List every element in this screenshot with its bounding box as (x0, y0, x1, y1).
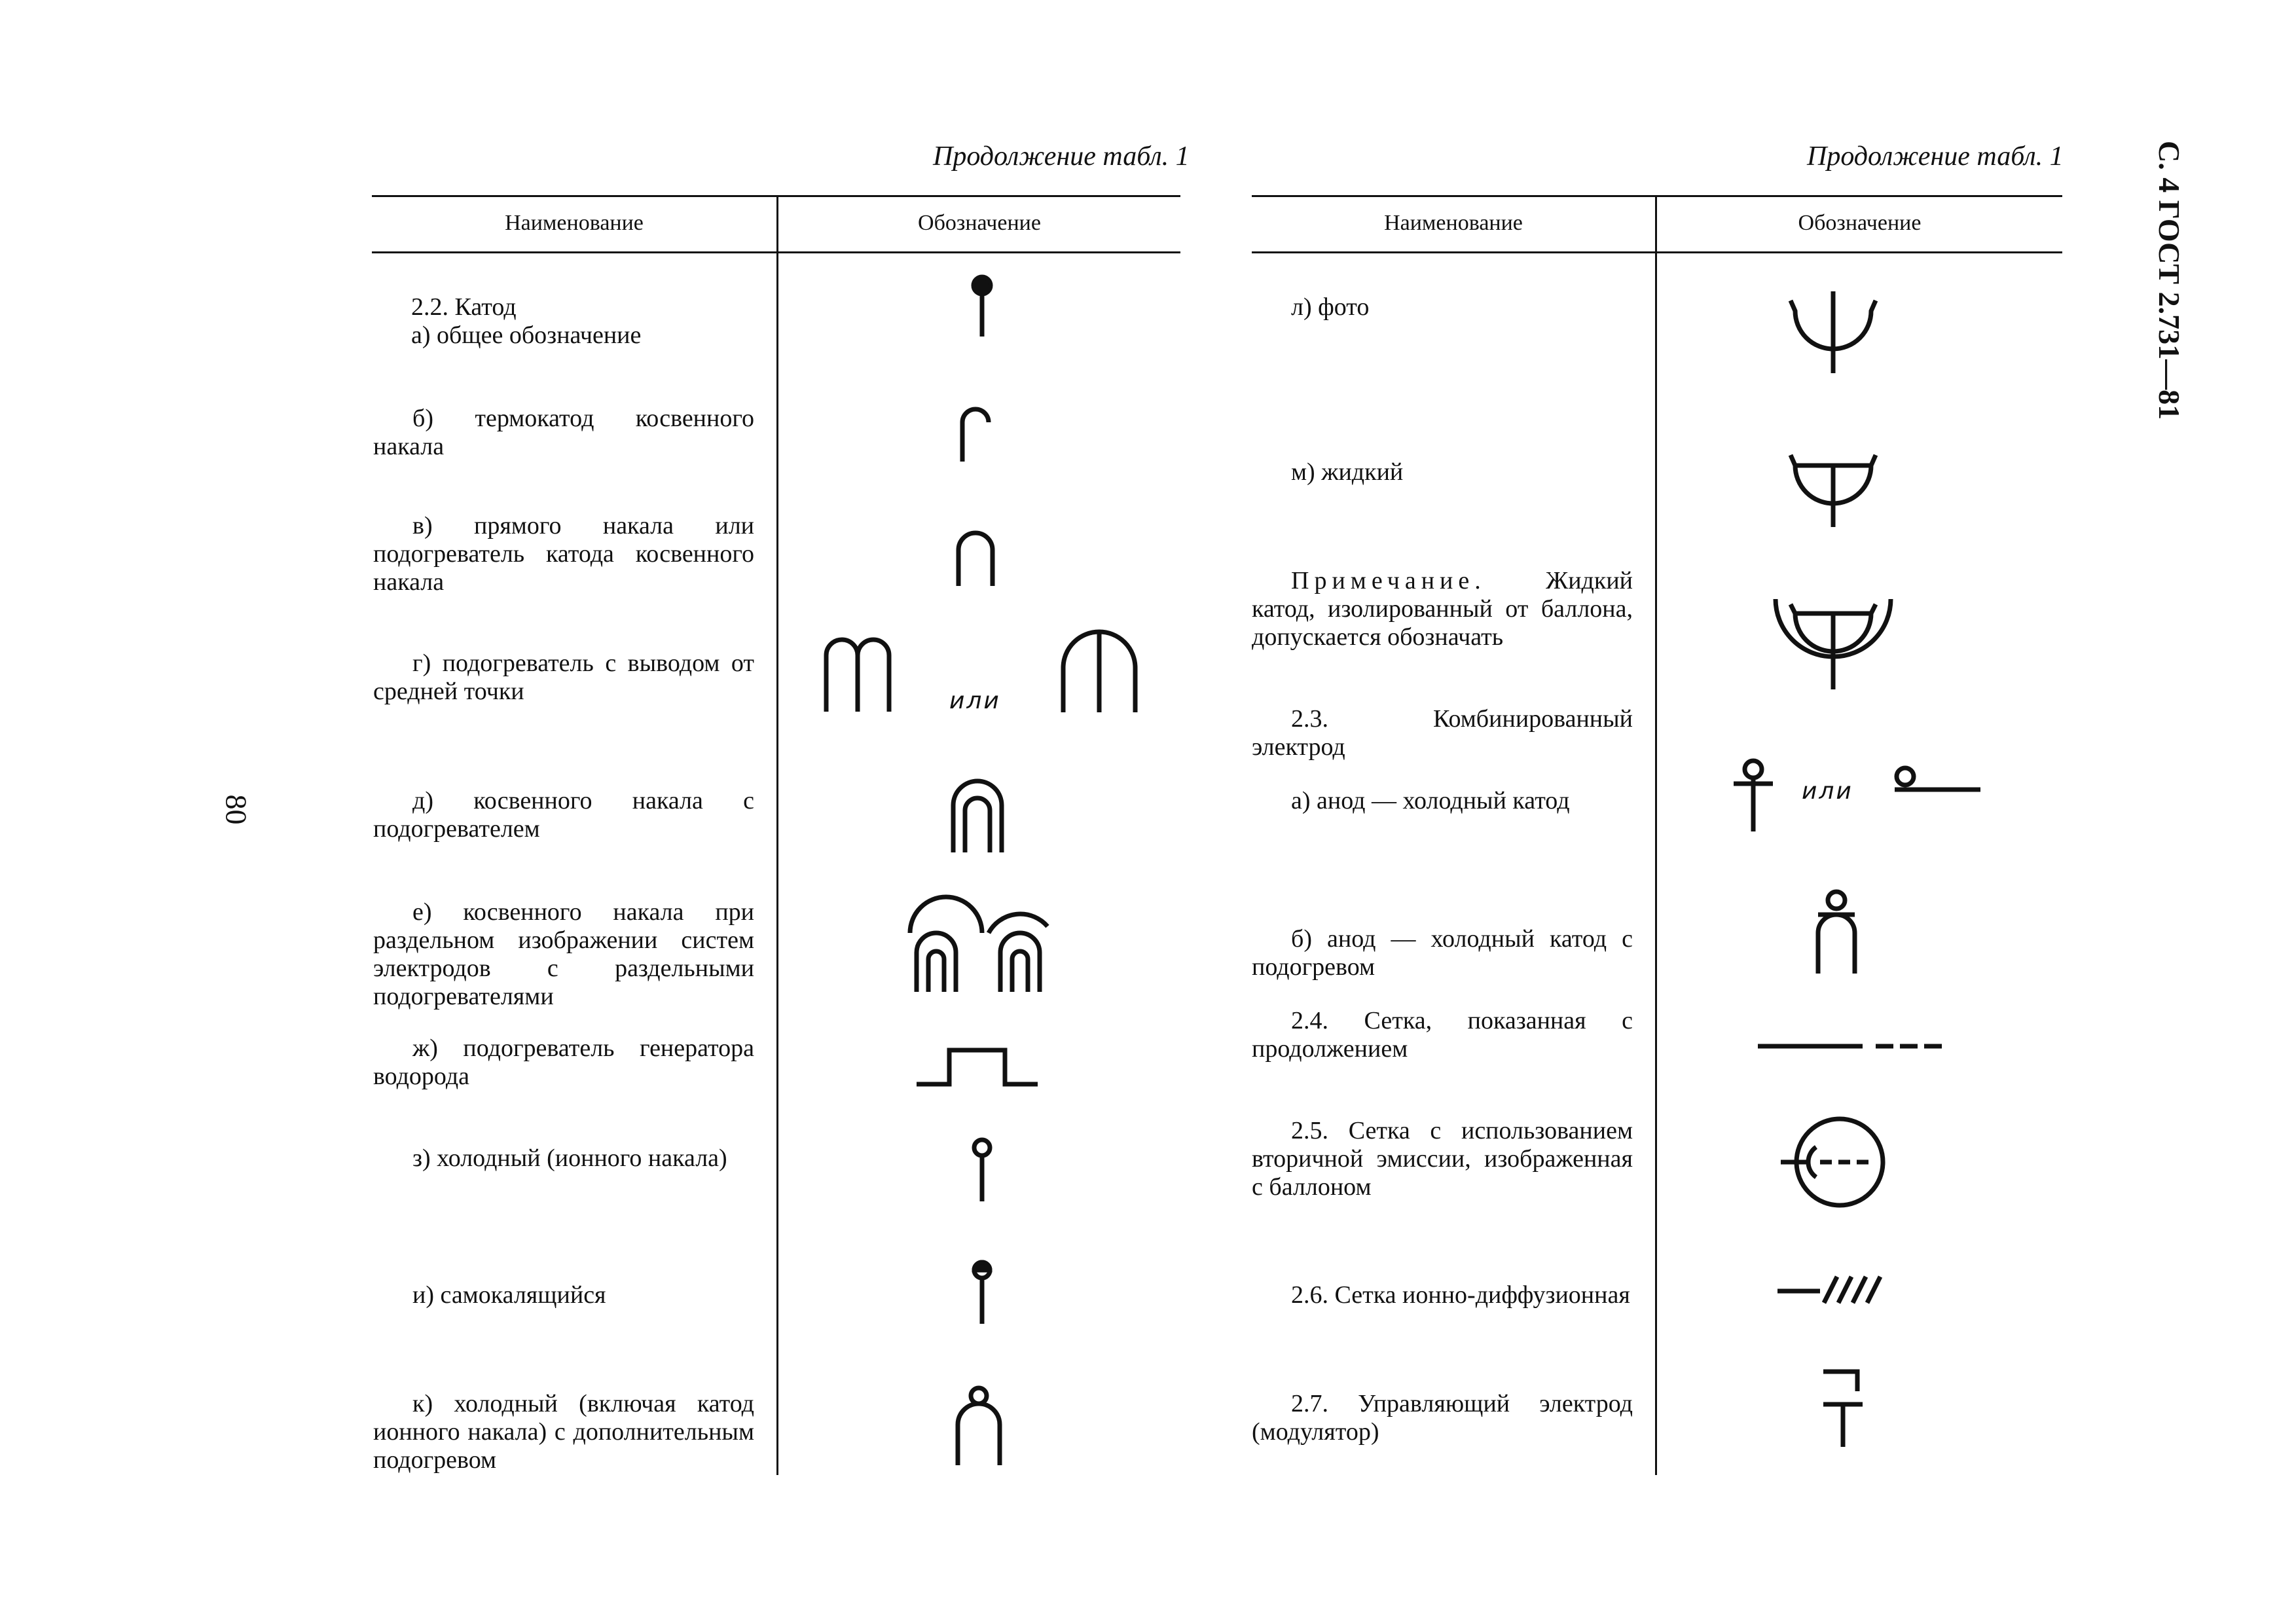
note-label: Примечание. (1291, 567, 1486, 594)
liquid-cathode-icon (1781, 448, 1886, 534)
anode-cold-cathode-heated-icon (1804, 887, 1869, 979)
indirect-with-heater-icon (941, 773, 1013, 858)
right-col-header-symbol: Обозначение (1798, 211, 1922, 235)
cold-cathode-heated-icon (946, 1381, 1011, 1470)
left-col-header-symbol: Обозначение (918, 211, 1041, 235)
row-anode-cold-cathode-heated: б) анод — холодный катод с подогревом (1252, 925, 1633, 981)
row-liquid-cathode: м) жидкий (1291, 458, 1404, 486)
row-cold-cathode: з) холодный (ионного накала) (412, 1144, 727, 1172)
right-table-caption: Продолжение табл. 1 (1807, 141, 2064, 172)
direct-heating-icon (949, 520, 1002, 593)
row-anode-cold-cathode: а) анод — холодный катод (1291, 787, 1570, 814)
grid-ion-diffusion-icon (1774, 1270, 1892, 1309)
center-tap-or-label: или (949, 687, 1001, 714)
note-text: Жидкий катод, изолированный от баллона, допускается обозначать (1252, 567, 1633, 651)
row-control-electrode: 2.7. Управляющий электрод (модулятор) (1252, 1390, 1633, 1446)
page-number: 80 (219, 794, 253, 825)
hydrogen-generator-heater-icon (913, 1041, 1044, 1093)
anode-cold-cathode-alt-icon (1886, 766, 1984, 799)
row-liquid-note (1252, 567, 1633, 651)
left-col-header-name: Наименование (505, 211, 644, 235)
row-cathode-title: 2.2. Катод (411, 293, 517, 321)
anode-cold-cathode-icon (1727, 756, 1779, 835)
row-cathode-general: а) общее обозначение (411, 321, 642, 349)
row-grid-secondary-emission: 2.5. Сетка с использованием вторичной эмиссии, изображенная с баллоном (1252, 1117, 1633, 1201)
row-direct-heating: в) прямого накала или подогреватель катода косвенного накала (373, 512, 754, 596)
row-self-heating: и) самокалящийся (412, 1281, 606, 1309)
cathode-general-icon (956, 275, 1008, 347)
grid-secondary-emission-icon (1774, 1113, 1892, 1211)
self-heating-cathode-icon (956, 1257, 1008, 1329)
center-tap-heater-alt-icon (1054, 629, 1146, 717)
row-cold-cathode-heated: к) холодный (включая катод ионного накала) с дополнительным подогревом (373, 1390, 754, 1474)
row-combined-electrode: 2.3. Комбинированный электрод (1252, 705, 1633, 761)
indirect-thermocathode-icon (949, 396, 1002, 468)
row-grid-continued: 2.4. Сетка, показанная с продолжением (1252, 1007, 1633, 1063)
row-grid-ion-diffusion: 2.6. Сетка ионно-диффузионная (1291, 1281, 1630, 1309)
row-hydrogen-generator-heater: ж) подогреватель генератора водорода (373, 1034, 754, 1090)
row-photocathode: л) фото (1291, 293, 1370, 321)
liquid-cathode-isolated-icon (1768, 593, 1899, 694)
separate-heaters-icon (903, 907, 1061, 998)
control-electrode-icon (1817, 1365, 1869, 1450)
row-center-tap-heater: г) подогреватель с выводом от средней точки (373, 649, 754, 705)
anode-cold-cathode-or-label: или (1802, 778, 1853, 805)
row-indirect-thermocathode: б) термокатод косвенного накала (373, 405, 754, 460)
left-table-caption: Продолжение табл. 1 (933, 141, 1190, 172)
document-side-code: С. 4 ГОСТ 2.731—81 (2153, 141, 2186, 420)
cold-cathode-icon (956, 1136, 1008, 1208)
center-tap-heater-icon (817, 632, 905, 717)
grid-continued-icon (1755, 1040, 1944, 1053)
right-col-header-name: Наименование (1384, 211, 1523, 235)
row-indirect-with-heater: д) косвенного накала с подогревателем (373, 787, 754, 843)
photocathode-icon (1781, 291, 1886, 376)
row-separate-heaters: е) косвенного накала при раздельном изображении систем электродов с раздельными подогревателями (373, 898, 754, 1010)
